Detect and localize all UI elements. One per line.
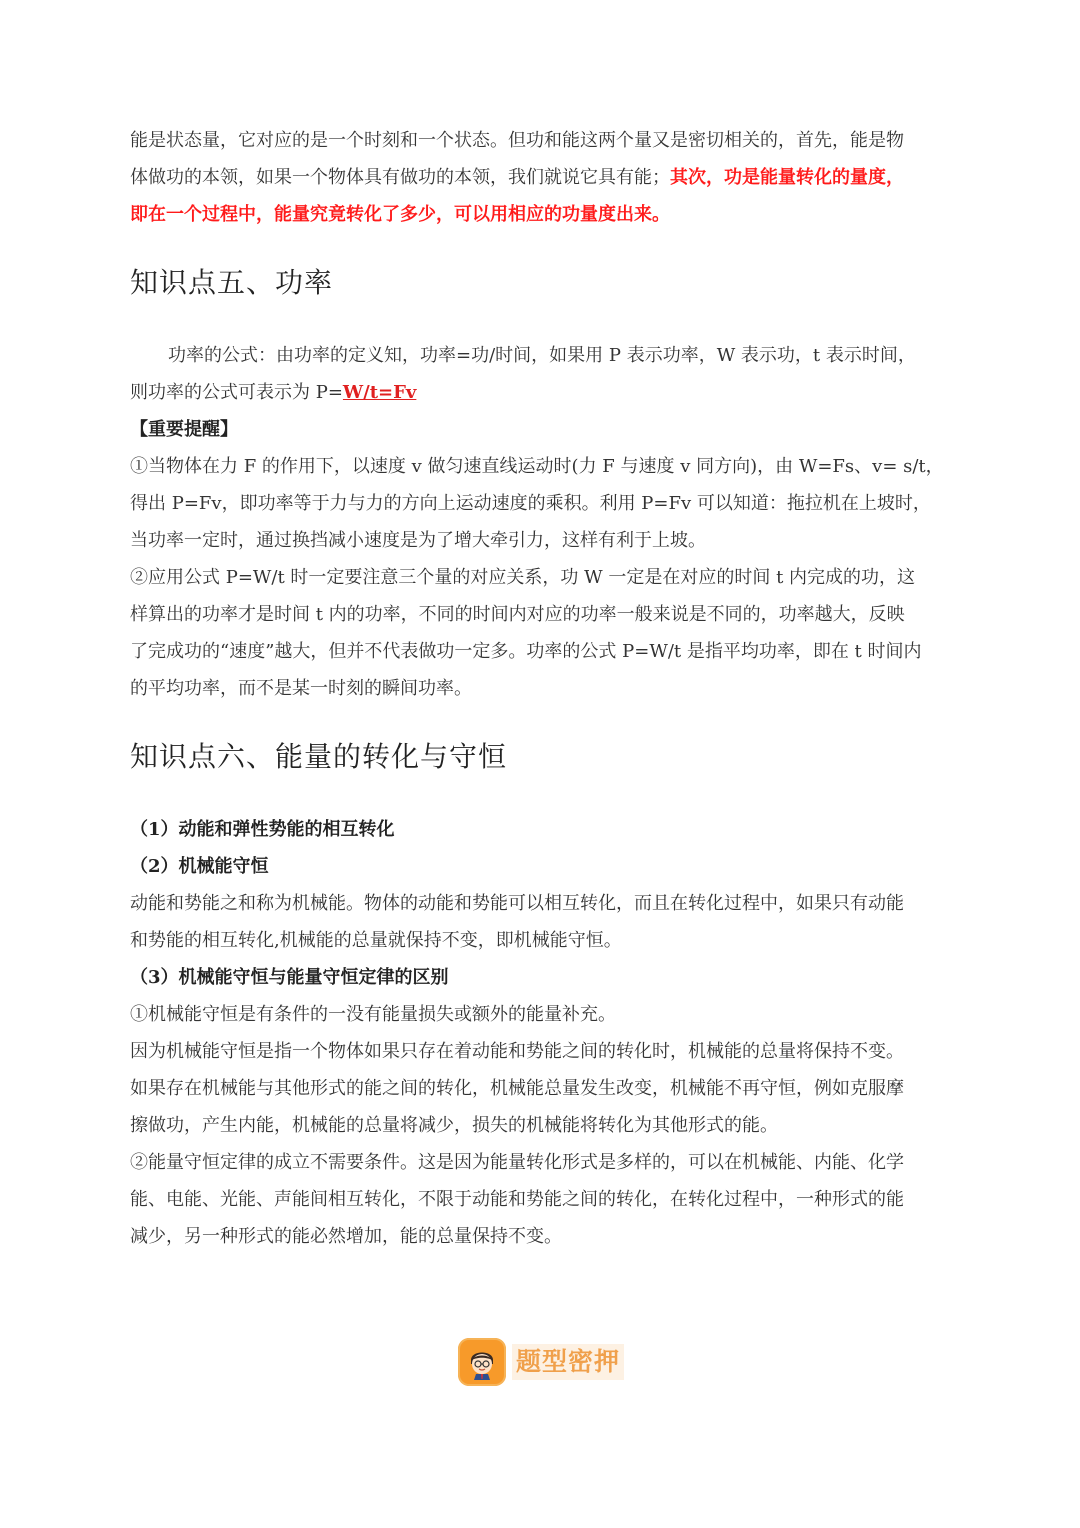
reminder-title: 【重要提醒】 <box>130 419 238 440</box>
power-formula: W/t=Fv <box>342 382 417 403</box>
intro-highlight-1: 其次，功是能量转化的量度， <box>670 167 904 188</box>
intro-line-2-text: 体做功的本领，如果一个物体具有做功的本领，我们就说它具有能； <box>130 167 670 188</box>
power-formula-line-2 <box>130 374 950 411</box>
footer-logo <box>458 1338 628 1388</box>
reminder-1-line-1: ①当物体在力 F 的作用下，以速度 v 做匀速直线运动时(力 F 与速度 v 同方向)，由 W=Fs、v= s/t， <box>130 456 944 477</box>
reminder-1-line-2: 得出 P=Fv，即功率等于力与力的方向上运动速度的乘积。利用 P=Fv 可以知道：拖拉机在上坡时， <box>130 493 931 514</box>
subheading-2: （2）机械能守恒 <box>130 856 269 877</box>
cartoon-teacher-icon <box>467 1346 497 1380</box>
subheading-1: （1）动能和弹性势能的相互转化 <box>130 819 395 840</box>
reminder-2-line-1: ②应用公式 P=W/t 时一定要注意三个量的对应关系，功 W 一定是在对应的时间 t 内完成的功，这 <box>130 567 916 588</box>
difference-1-line-3: 如果存在机械能与其他形式的能之间的转化，机械能总量发生改变，机械能不再守恒，例如克服摩 <box>130 1078 904 1099</box>
section5-heading: 知识点五、功率 <box>130 266 334 299</box>
mech-energy-line-2: 和势能的相互转化,机械能的总量就保持不变，即机械能守恒。 <box>130 930 622 951</box>
section6-heading: 知识点六、能量的转化与守恒 <box>130 740 508 773</box>
reminder-2-line-4: 的平均功率，而不是某一时刻的瞬间功率。 <box>130 678 472 699</box>
difference-1-line-4: 擦做功，产生内能，机械能的总量将减少，损失的机械能将转化为其他形式的能。 <box>130 1115 778 1136</box>
reminder-2-line-3: 了完成功的“速度”越大，但并不代表做功一定多。功率的公式 P=W/t 是指平均功率，即在 t 时间内 <box>130 641 922 662</box>
intro-line-1: 能是状态量，它对应的是一个时刻和一个状态。但功和能这两个量又是密切相关的，首先，能是物 <box>130 130 904 151</box>
logo-badge <box>458 1338 506 1386</box>
intro-line-2 <box>130 159 950 196</box>
subheading-3: （3）机械能守恒与能量守恒定律的区别 <box>130 967 449 988</box>
difference-2-line-1: ②能量守恒定律的成立不需要条件。这是因为能量转化形式是多样的，可以在机械能、内能、化学 <box>130 1152 904 1173</box>
reminder-1-line-3: 当功率一定时，通过换挡减小速度是为了增大牵引力，这样有利于上坡。 <box>130 530 706 551</box>
logo-text: 题型密押 <box>512 1344 624 1380</box>
power-formula-prefix: 则功率的公式可表示为 P= <box>130 382 343 403</box>
intro-highlight-2: 即在一个过程中，能量究竟转化了多少，可以用相应的功量度出来。 <box>130 204 670 225</box>
difference-2-line-2: 能、电能、光能、声能间相互转化，不限于动能和势能之间的转化，在转化过程中，一种形式的能 <box>130 1189 904 1210</box>
difference-1-line-1: ①机械能守恒是有条件的一没有能量损失或额外的能量补充。 <box>130 1004 616 1025</box>
reminder-2-line-2: 样算出的功率才是时间 t 内的功率，不同的时间内对应的功率一般来说是不同的，功率越大，反映 <box>130 604 905 625</box>
mech-energy-line-1: 动能和势能之和称为机械能。物体的动能和势能可以相互转化，而且在转化过程中，如果只有动能 <box>130 893 904 914</box>
difference-1-line-2: 因为机械能守恒是指一个物体如果只存在着动能和势能之间的转化时，机械能的总量将保持不变。 <box>130 1041 904 1062</box>
difference-2-line-3: 减少，另一种形式的能必然增加，能的总量保持不变。 <box>130 1226 562 1247</box>
power-formula-line-1: 功率的公式：由功率的定义知，功率=功/时间，如果用 P 表示功率，W 表示功，t 表示时间， <box>168 345 916 366</box>
